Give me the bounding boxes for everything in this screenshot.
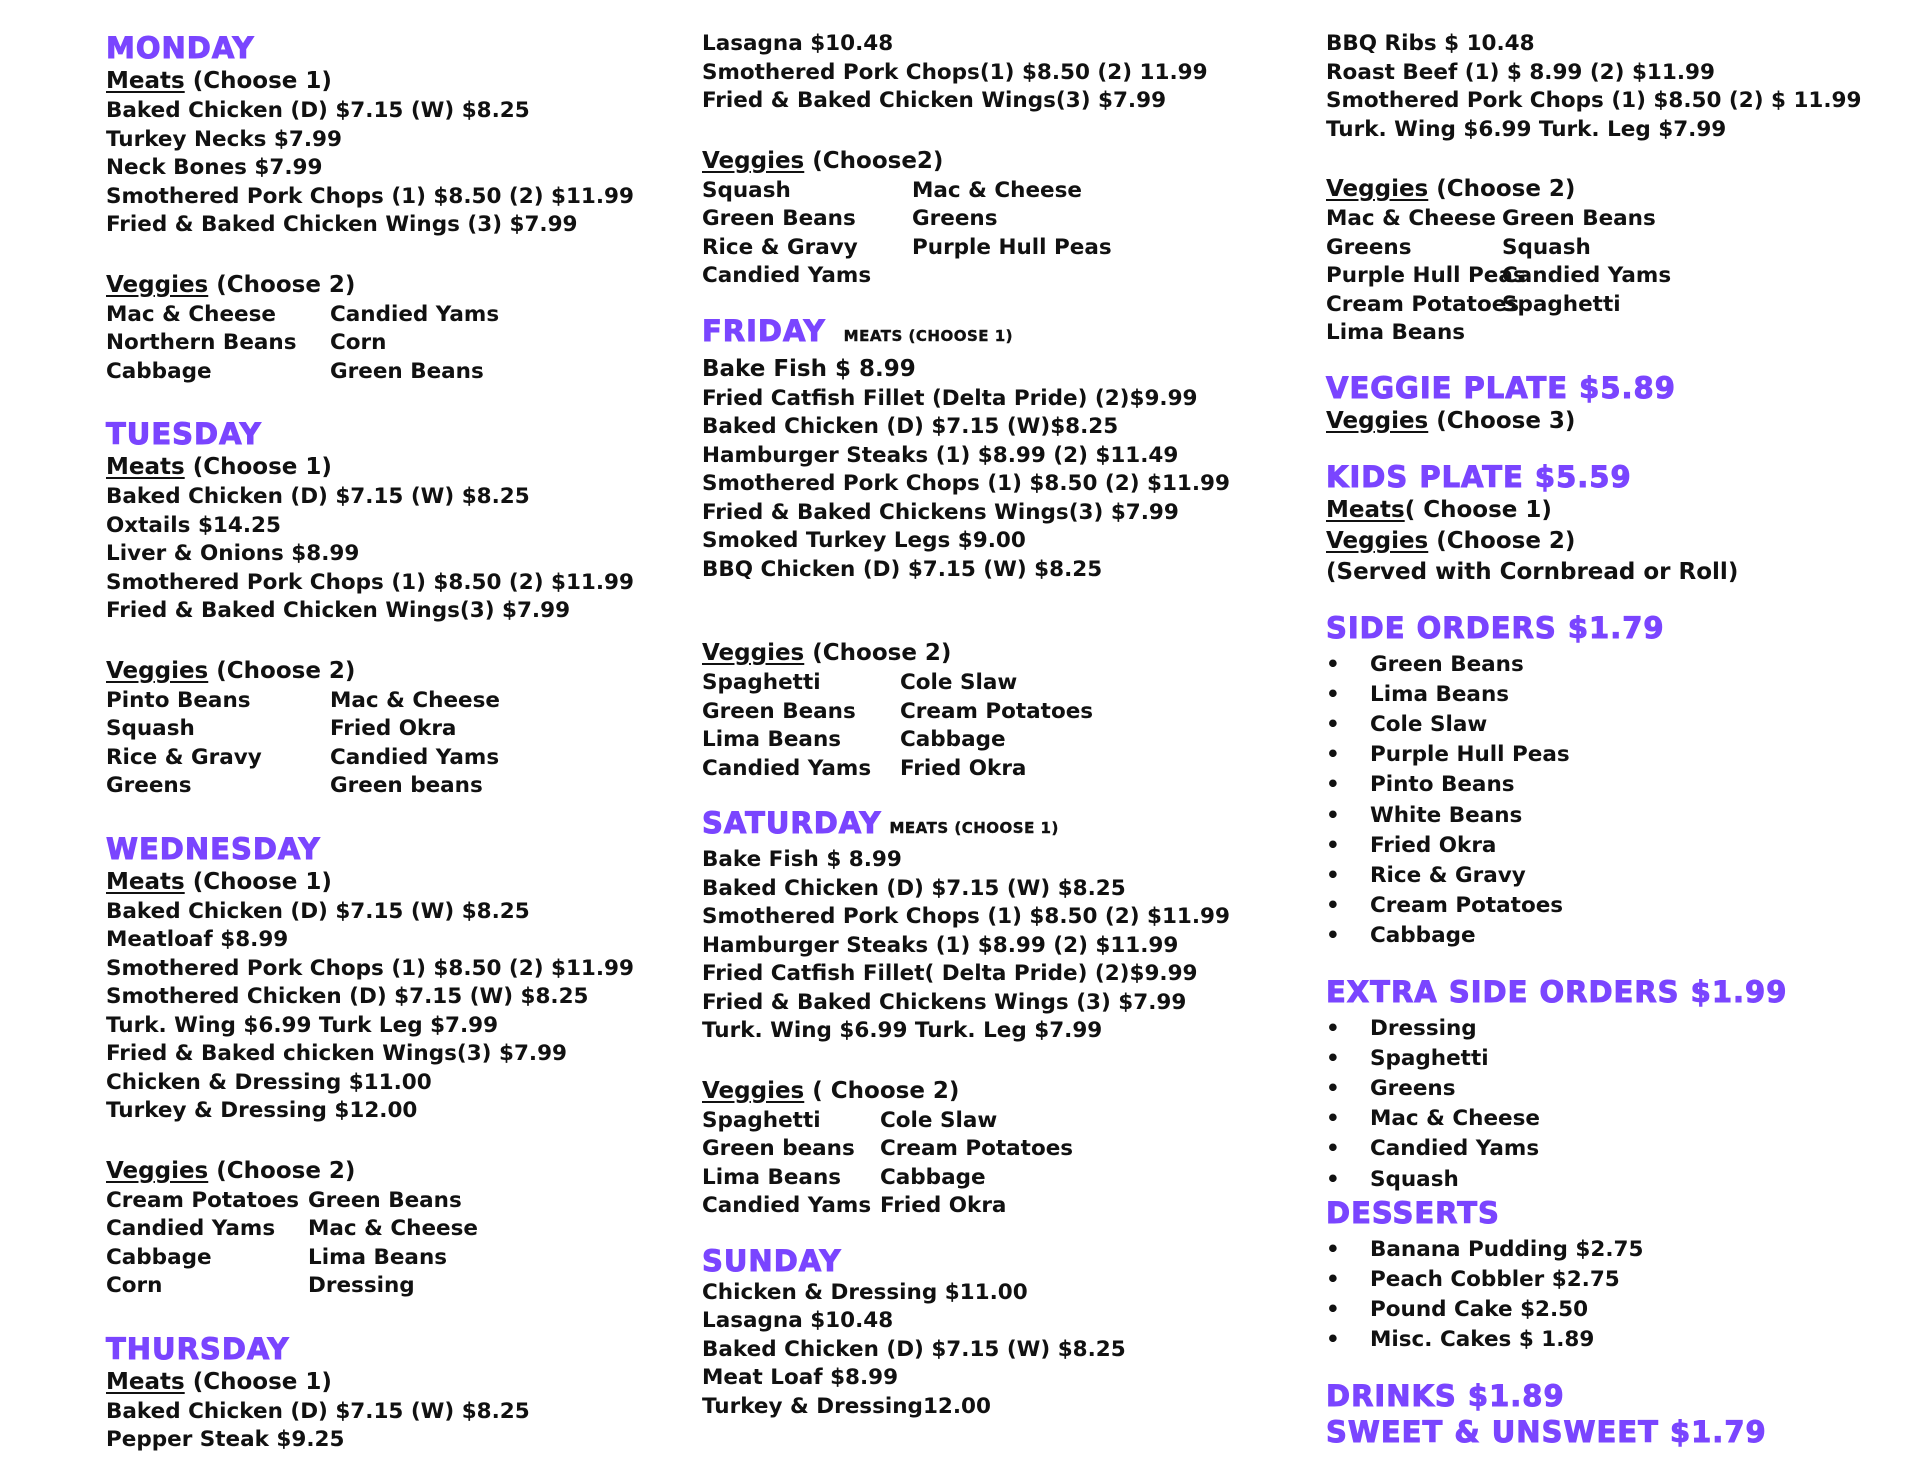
veggie-item: Mac & Cheese — [1326, 206, 1496, 231]
veggie-item: Squash — [1502, 234, 1591, 260]
veggie-item: Cream Potatoes — [900, 698, 1094, 724]
menu-item: Lasagna $10.48 — [702, 1308, 894, 1333]
thursday-veggies-label: Veggies (Choose2) — [702, 147, 944, 174]
menu-item: Baked Chicken (D) $7.15 (W) $8.25 — [106, 98, 530, 123]
sunday-heading: SUNDAY — [702, 1243, 842, 1278]
kids-plate-veggies-label: Veggies (Choose 2) — [1326, 527, 1576, 554]
veggie-item: Green Beans — [702, 698, 856, 724]
menu-item: Baked Chicken (D) $7.15 (W) $8.25 — [106, 484, 530, 509]
veggie-item: Green Beans — [1502, 206, 1656, 231]
wednesday-meats-list — [106, 898, 666, 1126]
bullet-item: • Squash — [1326, 1165, 1920, 1195]
veggie-row — [106, 1244, 666, 1273]
menu-item: Neck Bones $7.99 — [106, 155, 323, 180]
menu-item: Smothered Pork Chops(1) $8.50 (2) 11.99 — [702, 59, 1208, 85]
veggie-item: Green beans — [702, 1136, 855, 1161]
veggie-item: Candied Yams — [330, 301, 500, 327]
veggie-row — [106, 744, 666, 773]
veggie-item: Cabbage — [880, 1164, 986, 1190]
sunday-veggies-label: Veggies (Choose 2) — [1326, 176, 1576, 202]
veggie-item: Cabbage — [106, 358, 212, 384]
menu-item: Smoked Turkey Legs $9.00 — [702, 528, 1026, 553]
veggie-item: Lima Beans — [1326, 320, 1466, 345]
bullet-item: • Spaghetti — [1326, 1044, 1920, 1074]
veggie-row — [702, 262, 1302, 291]
bullet-item: • Purple Hull Peas — [1326, 740, 1920, 770]
veggie-row — [702, 698, 1302, 727]
veggie-item: Pinto Beans — [106, 687, 251, 713]
veggie-row — [702, 1107, 1302, 1136]
veggie-row — [106, 301, 666, 330]
bullet-item: • Misc. Cakes $ 1.89 — [1326, 1325, 1920, 1355]
menu-item: Fried & Baked Chickens Wings (3) $7.99 — [702, 989, 1187, 1015]
veggie-row — [1326, 234, 1920, 263]
wednesday-veggies-list — [106, 1187, 666, 1301]
veggie-item: Cole Slaw — [880, 1107, 998, 1133]
veggie-item: Candied Yams — [702, 263, 872, 288]
friday-meats-note: MEATS (CHOOSE 1) — [843, 326, 1014, 345]
saturday-veggies-list — [702, 1107, 1302, 1221]
menu-item: Turkey & Dressing $12.00 — [106, 1098, 418, 1123]
sunday-veggies-list — [1326, 205, 1920, 348]
saturday-heading: SATURDAY MEATS (CHOOSE 1) — [702, 806, 1059, 840]
sunday-meats-list-a — [702, 1279, 1302, 1422]
menu-item: Smothered Pork Chops (1) $8.50 (2) $ 11.99 — [1326, 88, 1862, 113]
menu-item: Fried Catfish Fillet (Delta Pride) (2)$9.99 — [702, 385, 1198, 411]
menu-item: BBQ Ribs $ 10.48 — [1326, 31, 1535, 56]
veggie-row — [106, 329, 666, 358]
veggie-item: Green Beans — [308, 1187, 462, 1213]
menu-item: Roast Beef (1) $ 8.99 (2) $11.99 — [1326, 59, 1715, 85]
menu-column-3 — [1326, 30, 1920, 1450]
veggie-item: Dressing — [308, 1273, 415, 1298]
menu-item: Chicken & Dressing $11.00 — [106, 1069, 432, 1095]
bullet-item: • Cream Potatoes — [1326, 891, 1920, 921]
thursday-meats-list-b — [702, 30, 1302, 116]
menu-item: Hamburger Steaks (1) $8.99 (2) $11.99 — [702, 932, 1179, 958]
saturday-meats-list — [702, 846, 1302, 1046]
tuesday-veggies-label: Veggies (Choose 2) — [106, 657, 356, 684]
veggie-item: Fried Okra — [880, 1193, 1007, 1218]
kids-plate-meats-label: Meats( Choose 1) — [1326, 496, 1552, 523]
veggie-item: Squash — [702, 177, 791, 203]
veggie-item: Cole Slaw — [900, 670, 1018, 695]
bullet-item: • White Beans — [1326, 801, 1920, 831]
tuesday-heading: TUESDAY — [106, 417, 262, 451]
thursday-meats-list-a — [106, 1398, 666, 1455]
thursday-heading: THURSDAY — [106, 1331, 290, 1366]
veggie-item: Green Beans — [330, 358, 484, 384]
wednesday-meats-label: Meats (Choose 1) — [106, 868, 332, 895]
bullet-item: • Cabbage — [1326, 921, 1920, 951]
veggie-item: Rice & Gravy — [702, 234, 858, 260]
kids-plate-heading: KIDS PLATE $5.59 — [1326, 459, 1632, 494]
monday-meats-list — [106, 97, 666, 240]
menu-item: Smothered Chicken (D) $7.15 (W) $8.25 — [106, 984, 589, 1009]
menu-item: Turk. Wing $6.99 Turk Leg $7.99 — [106, 1012, 499, 1038]
menu-item: Turkey Necks $7.99 — [106, 126, 342, 152]
friday-veggies-label: Veggies (Choose 2) — [702, 640, 952, 666]
side-orders-list — [1326, 650, 1920, 952]
veggie-item: Spaghetti — [1502, 291, 1621, 317]
veggie-item: Squash — [106, 716, 195, 741]
menu-item: Smothered Pork Chops (1) $8.50 (2) $11.99 — [106, 569, 634, 595]
bullet-item: • Pound Cake $2.50 — [1326, 1295, 1920, 1325]
menu-item: BBQ Chicken (D) $7.15 (W) $8.25 — [702, 556, 1103, 582]
drinks-heading: DRINKS $1.89 — [1326, 1378, 1565, 1413]
menu-item: Fried & Baked Chicken Wings(3) $7.99 — [106, 598, 571, 623]
monday-veggies-label: Veggies (Choose 2) — [106, 271, 356, 298]
menu-item: Turk. Wing $6.99 Turk. Leg $7.99 — [1326, 116, 1727, 142]
veggie-item: Cabbage — [900, 727, 1006, 752]
veggie-item: Cream Potatoes — [1326, 291, 1520, 317]
bullet-item: • Rice & Gravy — [1326, 861, 1920, 891]
veggie-item: Purple Hull Peas — [1326, 263, 1526, 288]
veggie-item: Candied Yams — [702, 1193, 872, 1218]
desserts-list — [1326, 1235, 1920, 1356]
bullet-item: • Mac & Cheese — [1326, 1104, 1920, 1134]
veggie-row — [702, 1192, 1302, 1221]
veggie-item: Greens — [1326, 234, 1412, 260]
extra-side-orders-heading: EXTRA SIDE ORDERS $1.99 — [1326, 974, 1788, 1009]
veggie-row — [106, 358, 666, 387]
menu-item: Smothered Pork Chops (1) $8.50 (2) $11.99 — [702, 471, 1230, 496]
veggie-item: Corn — [330, 330, 387, 355]
veggie-item: Mac & Cheese — [308, 1216, 478, 1241]
tuesday-meats-list — [106, 483, 666, 626]
bullet-item: • Cole Slaw — [1326, 710, 1920, 740]
friday-veggies-list — [702, 669, 1302, 783]
menu-item: Baked Chicken (D) $7.15 (W) $8.25 — [702, 1336, 1126, 1362]
menu-item: Smothered Pork Chops (1) $8.50 (2) $11.99 — [106, 183, 634, 209]
veggie-item: Spaghetti — [702, 670, 821, 695]
veggie-item: Spaghetti — [702, 1107, 821, 1133]
menu-item: Bake Fish $ 8.99 — [702, 847, 902, 872]
veggie-row — [702, 726, 1302, 755]
monday-heading: MONDAY — [106, 31, 255, 65]
veggie-row — [702, 1135, 1302, 1164]
bullet-item: • Greens — [1326, 1074, 1920, 1104]
veggie-item: Mac & Cheese — [106, 301, 276, 327]
tea-heading: SWEET & UNSWEET $1.79 — [1326, 1414, 1767, 1449]
menu-column-2 — [702, 30, 1302, 1421]
veggie-row — [702, 234, 1302, 263]
menu-item: Liver & Onions $8.99 — [106, 541, 360, 566]
veggie-item: Corn — [106, 1273, 163, 1298]
menu-item: Fried & Baked Chicken Wings(3) $7.99 — [702, 88, 1167, 113]
menu-item: Smothered Pork Chops (1) $8.50 (2) $11.99 — [702, 904, 1230, 929]
bullet-item: • Candied Yams — [1326, 1134, 1920, 1164]
wednesday-veggies-label: Veggies (Choose 2) — [106, 1157, 356, 1184]
veggie-row — [702, 755, 1302, 784]
veggie-item: Candied Yams — [1502, 263, 1672, 288]
menu-item: Baked Chicken (D) $7.15 (W) $8.25 — [106, 898, 530, 924]
veggie-row — [106, 772, 666, 801]
veggie-item: Green beans — [330, 773, 483, 798]
menu-item: Lasagna $10.48 — [702, 31, 894, 56]
bullet-item: • Banana Pudding $2.75 — [1326, 1235, 1920, 1265]
veggie-item: Mac & Cheese — [912, 177, 1082, 203]
menu-item: Fried & Baked chicken Wings(3) $7.99 — [106, 1041, 567, 1066]
menu-item: Fried Catfish Fillet( Delta Pride) (2)$9.99 — [702, 961, 1198, 986]
veggie-item: Greens — [912, 206, 998, 231]
menu-item: Smothered Pork Chops (1) $8.50 (2) $11.99 — [106, 955, 634, 981]
menu-item: Hamburger Steaks (1) $8.99 (2) $11.49 — [702, 442, 1179, 468]
desserts-heading: DESSERTS — [1326, 1195, 1500, 1230]
veggie-item: Greens — [106, 773, 192, 798]
veggie-item: Lima Beans — [308, 1244, 448, 1270]
veggie-item: Fried Okra — [900, 755, 1027, 781]
veggie-item: Lima Beans — [702, 1164, 842, 1190]
veggie-item: Candied Yams — [702, 755, 872, 781]
veggie-row — [1326, 291, 1920, 320]
side-orders-heading: SIDE ORDERS $1.79 — [1326, 610, 1665, 645]
menu-item: Turk. Wing $6.99 Turk. Leg $7.99 — [702, 1018, 1103, 1043]
veggie-item: Rice & Gravy — [106, 744, 262, 770]
wednesday-heading: WEDNESDAY — [106, 831, 321, 866]
thursday-meats-label: Meats (Choose 1) — [106, 1368, 332, 1395]
menu-item: Meat Loaf $8.99 — [702, 1365, 899, 1390]
veggie-item: Green Beans — [702, 206, 856, 231]
saturday-veggies-label: Veggies ( Choose 2) — [702, 1077, 960, 1104]
menu-item: Chicken & Dressing $11.00 — [702, 1279, 1028, 1305]
veggie-row — [1326, 262, 1920, 291]
veggie-item: Cream Potatoes — [880, 1136, 1074, 1161]
veggie-item: Northern Beans — [106, 330, 297, 355]
bullet-item: • Dressing — [1326, 1014, 1920, 1044]
thursday-veggies-list — [702, 177, 1302, 291]
sunday-meats-list-b — [1326, 30, 1920, 144]
veggie-row — [106, 687, 666, 716]
bullet-item: • Green Beans — [1326, 650, 1920, 680]
kids-plate-note: (Served with Cornbread or Roll) — [1326, 558, 1739, 585]
veggie-item: Candied Yams — [330, 744, 500, 770]
veggie-item: Fried Okra — [330, 716, 457, 741]
veggie-row — [702, 177, 1302, 206]
monday-meats-label: Meats (Choose 1) — [106, 68, 332, 94]
veggie-item: Mac & Cheese — [330, 687, 500, 713]
menu-column-1 — [106, 30, 666, 1455]
saturday-meats-note: MEATS (CHOOSE 1) — [889, 819, 1059, 837]
bullet-item: • Peach Cobbler $2.75 — [1326, 1265, 1920, 1295]
menu-item: Baked Chicken (D) $7.15 (W) $8.25 — [106, 1398, 530, 1424]
tuesday-veggies-list — [106, 687, 666, 801]
menu-item: Fried & Baked Chickens Wings(3) $7.99 — [702, 499, 1179, 525]
monday-veggies-list — [106, 301, 666, 387]
veggie-plate-heading: VEGGIE PLATE $5.89 — [1326, 370, 1676, 405]
bullet-item: • Lima Beans — [1326, 680, 1920, 710]
menu-item: Turkey & Dressing12.00 — [702, 1393, 991, 1419]
veggie-row — [106, 1187, 666, 1216]
extra-side-orders-list — [1326, 1014, 1920, 1195]
menu-item: Pepper Steak $9.25 — [106, 1427, 345, 1452]
veggie-row — [1326, 319, 1920, 348]
menu-item: Baked Chicken (D) $7.15 (W) $8.25 — [702, 875, 1126, 901]
veggie-plate-label: Veggies (Choose 3) — [1326, 407, 1576, 434]
menu-item: Oxtails $14.25 — [106, 512, 281, 538]
menu-item: Meatloaf $8.99 — [106, 927, 289, 952]
veggie-row — [702, 1164, 1302, 1193]
bullet-item: • Fried Okra — [1326, 831, 1920, 861]
veggie-row — [106, 715, 666, 744]
menu-item: Fried & Baked Chicken Wings (3) $7.99 — [106, 212, 578, 237]
veggie-row — [702, 205, 1302, 234]
tuesday-meats-label: Meats (Choose 1) — [106, 454, 332, 480]
veggie-item: Purple Hull Peas — [912, 234, 1112, 260]
friday-heading: FRIDAY MEATS (CHOOSE 1) — [702, 313, 1014, 348]
friday-meats-list — [702, 385, 1302, 585]
veggie-row — [702, 669, 1302, 698]
veggie-item: Candied Yams — [106, 1216, 276, 1241]
veggie-row — [1326, 205, 1920, 234]
veggie-item: Cream Potatoes — [106, 1187, 300, 1213]
veggie-row — [106, 1272, 666, 1301]
veggie-item: Cabbage — [106, 1244, 212, 1270]
veggie-item: Lima Beans — [702, 727, 842, 752]
veggie-row — [106, 1215, 666, 1244]
menu-item: Baked Chicken (D) $7.15 (W)$8.25 — [702, 414, 1119, 439]
friday-lead-item: Bake Fish $ 8.99 — [702, 355, 916, 382]
bullet-item: • Pinto Beans — [1326, 770, 1920, 800]
